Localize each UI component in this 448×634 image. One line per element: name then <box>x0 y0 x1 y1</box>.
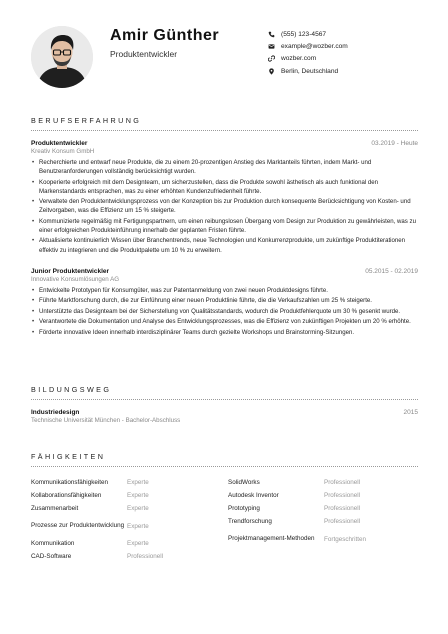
candidate-name: Amir Günther <box>110 27 220 44</box>
email-text: example@wozber.com <box>281 42 348 50</box>
skill-level: Professionell <box>324 505 361 512</box>
education-year: 2015 <box>403 409 418 416</box>
section-divider <box>31 399 418 400</box>
section-divider <box>31 466 418 467</box>
job-date: 05.2015 - 02.2019 <box>365 268 418 275</box>
skill-item <box>228 502 418 515</box>
education-school: Technische Universität München - Bachelor-Abschluss <box>31 417 181 424</box>
skill-level: Professionell <box>324 492 361 499</box>
skill-item <box>31 550 221 563</box>
job-bullet: • Aktualisierte kontinuierlich Wissen über Branchentrends, neue Technologien und Konkurrenzprodukte, um zukünftige Produktiterationen effektiv zu integrieren und die Produktpalette um 10 % zu erweitern. <box>31 236 418 254</box>
job-bullet: • Förderte innovative Ideen innerhalb interdisziplinärer Teams durch gezielte Workshops und Brainstorming-Sitzungen. <box>31 328 418 337</box>
job-company: Innovative Konsumlösungen AG <box>31 276 120 283</box>
contact-website[interactable] <box>268 53 348 65</box>
skill-level: Experte <box>127 522 149 530</box>
skill-item <box>31 476 221 489</box>
skill-level: Experte <box>127 505 149 512</box>
skill-item <box>31 489 221 502</box>
person-portrait-icon <box>31 26 93 88</box>
skill-name: SolidWorks <box>228 478 260 486</box>
skill-level: Professionell <box>324 479 361 486</box>
skill-name: Kommunikation <box>31 539 75 547</box>
skill-item <box>228 476 418 489</box>
job-bullet: • Kommunizierte regelmäßig mit Fertigungspartnern, um einen reibungslosen Übergang vom Design zur Produktion zu gewährleisten, was zu einer erfolgreichen Produkteinführung innerhalb der geplanten Fristen führte. <box>31 217 418 235</box>
contact-location <box>268 65 348 77</box>
skills-heading: FÄHIGKEITEN <box>31 452 106 461</box>
job-bullet-list <box>31 286 418 337</box>
job-bullet: • Recherchierte und entwarf neue Produkte, die zu einem 20-prozentigen Anstieg des Marktanteils führten, indem Markt- und Benutzeranforderungen vollständig berücksichtigt wurden. <box>31 158 418 176</box>
job-bullet: • Verwaltete den Produktentwicklungsprozess von der Konzeption bis zur Produktion durch konsequente Berücksichtigung von Kosten- und Zeitvorgaben, was die Effizienz um 15 % steigerte. <box>31 197 418 215</box>
education-heading: BILDUNGSWEG <box>31 385 112 394</box>
skill-name: Prototyping <box>228 504 260 512</box>
skill-item <box>31 537 221 550</box>
location-text: Berlin, Deutschland <box>281 67 339 75</box>
skill-name: Kollaborationsfähigkeiten <box>31 491 102 499</box>
section-divider <box>31 130 418 131</box>
skill-item <box>31 515 221 537</box>
phone-text: (555) 123-4567 <box>281 30 327 38</box>
profile-photo <box>31 26 93 88</box>
skill-item <box>31 502 221 515</box>
skill-level: Fortgeschritten <box>324 535 366 543</box>
experience-heading: BERUFSERFAHRUNG <box>31 116 142 125</box>
skill-name: Zusammenarbeit <box>31 504 79 512</box>
skill-level: Experte <box>127 492 149 499</box>
skill-name: Prozesse zur Produktentwicklung <box>31 522 125 529</box>
job-date: 03.2019 - Heute <box>371 140 418 147</box>
job-bullet: • Verantwortete die Dokumentation und Analyse des Entwicklungsprozesses, was die Effizienz von zukünftigen Projekten um 20 % erhöhte. <box>31 317 418 326</box>
job-bullet: • Entwickelte Prototypen für Konsumgüter, was zur Patentanmeldung von zwei neuen Produktdesigns führte. <box>31 286 418 295</box>
job-role: Junior Produktentwickler <box>31 268 110 275</box>
skill-name: Autodesk Inventor <box>228 491 279 499</box>
skill-level: Experte <box>127 479 149 486</box>
skill-name: Projektmanagement-Methoden <box>228 535 315 542</box>
skill-level: Experte <box>127 540 149 547</box>
phone-icon <box>268 31 275 38</box>
skill-item <box>228 528 418 550</box>
skill-name: Trendforschung <box>228 517 272 525</box>
job-bullet: • Unterstützte das Designteam bei der Sicherstellung von Qualitätsstandards, wodurch die Produktfehlerquote um 30 % gesenkt wurde. <box>31 307 418 316</box>
skill-item <box>228 489 418 502</box>
job-bullet: • Führte Marktforschung durch, die zur Einführung einer neuen Produktlinie führte, die die Verkaufszahlen um 25 % steigerte. <box>31 296 418 305</box>
job-company: Kreativ Konsum GmbH <box>31 148 95 155</box>
job-role: Produktentwickler <box>31 140 88 147</box>
contact-list <box>268 28 348 77</box>
skill-item <box>228 515 418 528</box>
job-bullet: • Kooperierte erfolgreich mit dem Designteam, um sicherzustellen, dass die Produkte sowohl ästhetisch als auch funktional den Markenstandards entsprachen, was zu einer erhöhten Kundenzufriedenheit führte. <box>31 178 418 196</box>
link-icon <box>268 55 275 62</box>
job-bullet-list <box>31 158 418 255</box>
skill-level: Professionell <box>324 518 361 525</box>
website-text: wozber.com <box>281 55 317 63</box>
contact-phone[interactable] <box>268 28 348 40</box>
skill-name: Kommunikationsfähigkeiten <box>31 478 109 486</box>
skill-level: Professionell <box>127 553 164 560</box>
skills-column-left <box>31 476 221 563</box>
skill-name: CAD-Software <box>31 552 72 560</box>
email-icon <box>268 43 275 50</box>
education-degree: Industriedesign <box>31 409 80 416</box>
job-entry <box>31 268 418 338</box>
job-entry <box>31 140 418 256</box>
contact-email[interactable] <box>268 40 348 52</box>
candidate-title: Produktentwickler <box>110 49 178 59</box>
skills-column-right <box>228 476 418 550</box>
location-pin-icon <box>268 68 275 75</box>
education-entry <box>31 409 418 424</box>
